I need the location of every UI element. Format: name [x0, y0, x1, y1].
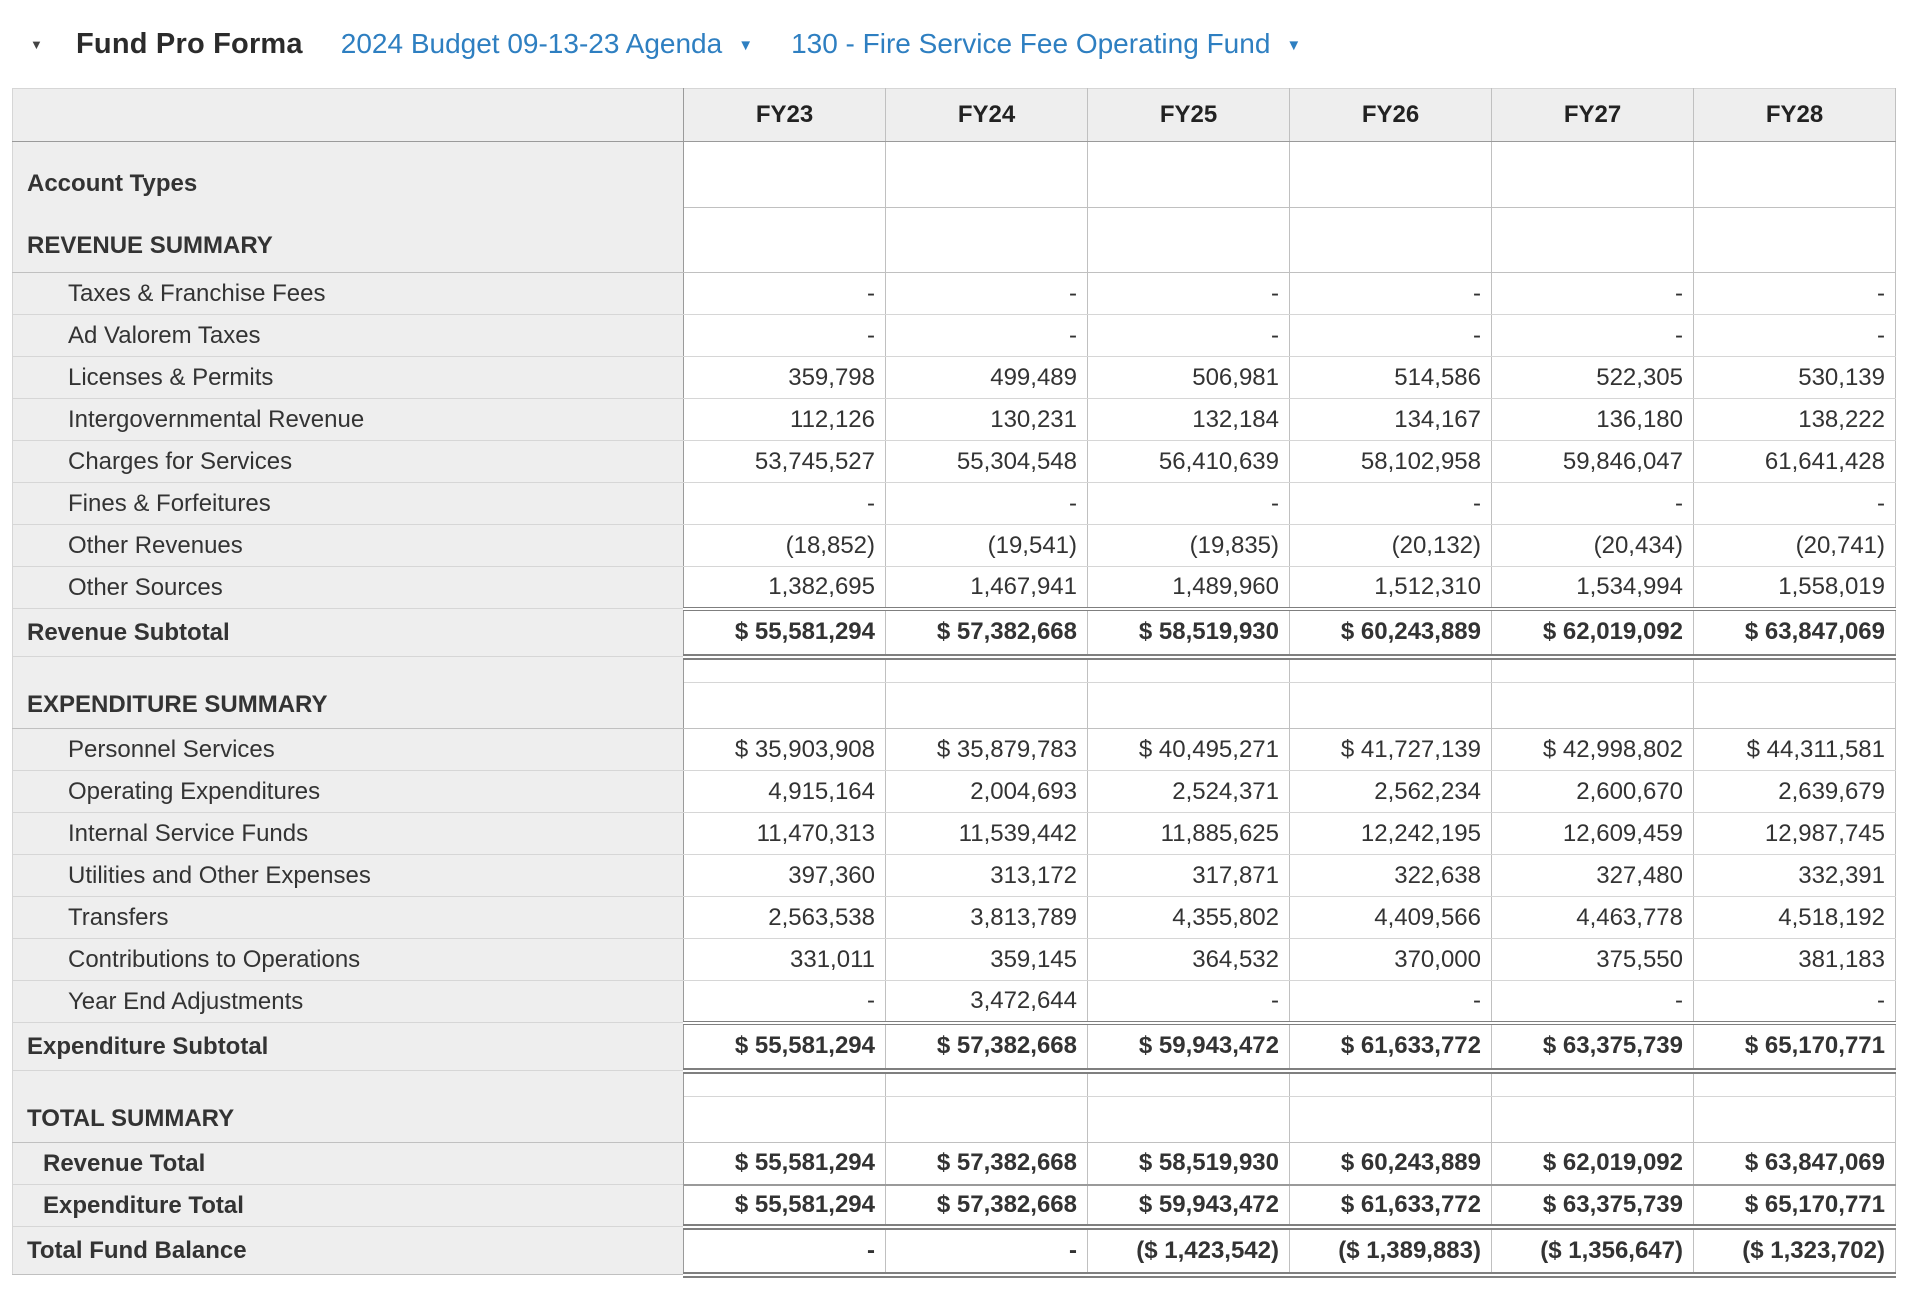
cell-value: 61,641,428	[1694, 441, 1896, 483]
cell-value: $ 40,495,271	[1088, 729, 1290, 771]
cell-value: 3,813,789	[886, 897, 1088, 939]
cell-value: -	[684, 483, 886, 525]
collapse-arrow-icon[interactable]: ▼	[30, 36, 43, 52]
cell-value: $ 63,847,069	[1694, 1143, 1896, 1185]
cell-value: 11,470,313	[684, 813, 886, 855]
cell-value: $ 58,519,930	[1088, 1143, 1290, 1185]
column-header: FY25	[1088, 89, 1290, 142]
cell-value: 364,532	[1088, 939, 1290, 981]
cell-value: -	[1088, 273, 1290, 315]
cell-value: -	[1088, 315, 1290, 357]
table-row	[13, 813, 1896, 855]
table-row	[13, 683, 1896, 729]
cell-value	[1492, 657, 1694, 683]
budget-version-dropdown[interactable]	[341, 28, 753, 60]
cell-value: 2,600,670	[1492, 771, 1694, 813]
cell-value: 4,915,164	[684, 771, 886, 813]
cell-value: 2,563,538	[684, 897, 886, 939]
row-label: Year End Adjustments	[13, 981, 684, 1023]
row-label: Account Types	[13, 142, 684, 208]
cell-value: (20,434)	[1492, 525, 1694, 567]
cell-value: 1,489,960	[1088, 567, 1290, 609]
row-label: Utilities and Other Expenses	[13, 855, 684, 897]
cell-value: $ 61,633,772	[1290, 1185, 1492, 1227]
cell-value: (20,132)	[1290, 525, 1492, 567]
cell-value	[684, 142, 886, 208]
cell-value: $ 65,170,771	[1694, 1023, 1896, 1071]
cell-value: ($ 1,356,647)	[1492, 1227, 1694, 1275]
cell-value: -	[1290, 483, 1492, 525]
row-label: Internal Service Funds	[13, 813, 684, 855]
table-row	[13, 1071, 1896, 1097]
cell-value: -	[1694, 981, 1896, 1023]
table-row	[13, 315, 1896, 357]
row-label: Fines & Forfeitures	[13, 483, 684, 525]
cell-value: $ 55,581,294	[684, 1023, 886, 1071]
cell-value	[1088, 1097, 1290, 1143]
cell-value: (18,852)	[684, 525, 886, 567]
cell-value	[1290, 1071, 1492, 1097]
cell-value: $ 57,382,668	[886, 1185, 1088, 1227]
table-row	[13, 483, 1896, 525]
cell-value: -	[1290, 273, 1492, 315]
column-header: FY26	[1290, 89, 1492, 142]
row-label: Revenue Total	[13, 1143, 684, 1185]
cell-value: $ 59,943,472	[1088, 1185, 1290, 1227]
table-row	[13, 609, 1896, 657]
cell-value	[886, 657, 1088, 683]
cell-value: -	[1088, 981, 1290, 1023]
cell-value: -	[1088, 483, 1290, 525]
row-label: Expenditure Total	[13, 1185, 684, 1227]
row-label: Charges for Services	[13, 441, 684, 483]
column-header: FY24	[886, 89, 1088, 142]
cell-value: -	[684, 1227, 886, 1275]
cell-value: -	[1492, 981, 1694, 1023]
cell-value: -	[886, 1227, 1088, 1275]
cell-value	[1694, 208, 1896, 273]
cell-value: $ 41,727,139	[1290, 729, 1492, 771]
cell-value	[1088, 657, 1290, 683]
cell-value: 397,360	[684, 855, 886, 897]
cell-value: $ 58,519,930	[1088, 609, 1290, 657]
cell-value	[1088, 142, 1290, 208]
row-label: Other Revenues	[13, 525, 684, 567]
cell-value	[1694, 657, 1896, 683]
cell-value: $ 63,847,069	[1694, 609, 1896, 657]
cell-value: -	[1694, 315, 1896, 357]
cell-value: 1,534,994	[1492, 567, 1694, 609]
cell-value: 2,562,234	[1290, 771, 1492, 813]
row-label: Expenditure Subtotal	[13, 1023, 684, 1071]
cell-value	[1290, 657, 1492, 683]
cell-value: ($ 1,423,542)	[1088, 1227, 1290, 1275]
cell-value	[1694, 1097, 1896, 1143]
cell-value: 322,638	[1290, 855, 1492, 897]
cell-value	[684, 1071, 886, 1097]
cell-value	[684, 208, 886, 273]
cell-value: 522,305	[1492, 357, 1694, 399]
column-header: FY28	[1694, 89, 1896, 142]
cell-value	[886, 683, 1088, 729]
table-row	[13, 1227, 1896, 1275]
row-label: Contributions to Operations	[13, 939, 684, 981]
cell-value: $ 61,633,772	[1290, 1023, 1492, 1071]
row-label: Operating Expenditures	[13, 771, 684, 813]
cell-value	[1088, 1071, 1290, 1097]
cell-value: $ 57,382,668	[886, 609, 1088, 657]
cell-value: $ 55,581,294	[684, 609, 886, 657]
column-header: FY23	[684, 89, 886, 142]
cell-value	[1088, 208, 1290, 273]
table-row	[13, 208, 1896, 273]
cell-value: 375,550	[1492, 939, 1694, 981]
cell-value: -	[1492, 483, 1694, 525]
cell-value	[1694, 683, 1896, 729]
table-row	[13, 771, 1896, 813]
table-row	[13, 525, 1896, 567]
cell-value: 317,871	[1088, 855, 1290, 897]
cell-value: $ 55,581,294	[684, 1185, 886, 1227]
cell-value: $ 60,243,889	[1290, 1143, 1492, 1185]
cell-value: 12,987,745	[1694, 813, 1896, 855]
budget-version-label: 2024 Budget 09-13-23 Agenda	[340, 28, 723, 59]
cell-value: 138,222	[1694, 399, 1896, 441]
cell-value: $ 44,311,581	[1694, 729, 1896, 771]
cell-value: $ 42,998,802	[1492, 729, 1694, 771]
column-header-blank	[13, 89, 684, 142]
caret-down-icon: ▼	[1286, 36, 1302, 54]
cell-value: 53,745,527	[684, 441, 886, 483]
cell-value: 59,846,047	[1492, 441, 1694, 483]
cell-value: 331,011	[684, 939, 886, 981]
cell-value: 1,512,310	[1290, 567, 1492, 609]
cell-value: 56,410,639	[1088, 441, 1290, 483]
cell-value: $ 62,019,092	[1492, 609, 1694, 657]
table-row	[13, 855, 1896, 897]
cell-value: 359,798	[684, 357, 886, 399]
row-label: Transfers	[13, 897, 684, 939]
cell-value	[684, 683, 886, 729]
cell-value: 3,472,644	[886, 981, 1088, 1023]
table-row	[13, 357, 1896, 399]
cell-value: 134,167	[1290, 399, 1492, 441]
row-label: Ad Valorem Taxes	[13, 315, 684, 357]
cell-value: -	[886, 483, 1088, 525]
cell-value: 112,126	[684, 399, 886, 441]
cell-value	[1492, 1097, 1694, 1143]
cell-value	[1492, 208, 1694, 273]
row-label: Other Sources	[13, 567, 684, 609]
table-row	[13, 981, 1896, 1023]
cell-value: $ 35,879,783	[886, 729, 1088, 771]
cell-value: $ 65,170,771	[1694, 1185, 1896, 1227]
cell-value	[1694, 142, 1896, 208]
cell-value: -	[1290, 981, 1492, 1023]
row-label: Total Fund Balance	[13, 1227, 684, 1275]
toolbar	[0, 0, 1920, 88]
cell-value: 11,885,625	[1088, 813, 1290, 855]
cell-value: 2,639,679	[1694, 771, 1896, 813]
row-label: EXPENDITURE SUMMARY	[13, 683, 684, 729]
cell-value: -	[684, 981, 886, 1023]
cell-value: 499,489	[886, 357, 1088, 399]
cell-value: 136,180	[1492, 399, 1694, 441]
table-row	[13, 441, 1896, 483]
table-row	[13, 142, 1896, 208]
row-label: REVENUE SUMMARY	[13, 208, 684, 273]
cell-value: 506,981	[1088, 357, 1290, 399]
row-label: TOTAL SUMMARY	[13, 1097, 684, 1143]
cell-value: ($ 1,323,702)	[1694, 1227, 1896, 1275]
cell-value: 1,467,941	[886, 567, 1088, 609]
cell-value: $ 63,375,739	[1492, 1023, 1694, 1071]
cell-value: $ 60,243,889	[1290, 609, 1492, 657]
cell-value: 4,409,566	[1290, 897, 1492, 939]
cell-value: 313,172	[886, 855, 1088, 897]
cell-value: $ 35,903,908	[684, 729, 886, 771]
cell-value: 1,382,695	[684, 567, 886, 609]
cell-value: -	[1290, 315, 1492, 357]
cell-value: 12,242,195	[1290, 813, 1492, 855]
cell-value: $ 57,382,668	[886, 1023, 1088, 1071]
cell-value: 327,480	[1492, 855, 1694, 897]
cell-value: -	[1694, 273, 1896, 315]
cell-value: 2,524,371	[1088, 771, 1290, 813]
table-row	[13, 399, 1896, 441]
table-row	[13, 1143, 1896, 1185]
cell-value: $ 57,382,668	[886, 1143, 1088, 1185]
cell-value: -	[1492, 315, 1694, 357]
cell-value: 332,391	[1694, 855, 1896, 897]
table-row	[13, 939, 1896, 981]
cell-value	[1694, 1071, 1896, 1097]
row-label	[13, 1071, 684, 1097]
table-row	[13, 729, 1896, 771]
cell-value	[684, 657, 886, 683]
cell-value: -	[1694, 483, 1896, 525]
cell-value: -	[684, 273, 886, 315]
cell-value: $ 63,375,739	[1492, 1185, 1694, 1227]
cell-value: $ 62,019,092	[1492, 1143, 1694, 1185]
cell-value: 58,102,958	[1290, 441, 1492, 483]
cell-value	[1492, 1071, 1694, 1097]
cell-value: 1,558,019	[1694, 567, 1896, 609]
fund-dropdown[interactable]	[791, 28, 1301, 60]
cell-value: -	[886, 273, 1088, 315]
cell-value: (19,541)	[886, 525, 1088, 567]
table-row	[13, 1097, 1896, 1143]
cell-value: 12,609,459	[1492, 813, 1694, 855]
row-label: Revenue Subtotal	[13, 609, 684, 657]
cell-value	[1290, 1097, 1492, 1143]
cell-value: ($ 1,389,883)	[1290, 1227, 1492, 1275]
table-row	[13, 273, 1896, 315]
cell-value: 55,304,548	[886, 441, 1088, 483]
cell-value: -	[684, 315, 886, 357]
fund-label: 130 - Fire Service Fee Operating Fund	[791, 28, 1271, 59]
cell-value	[1492, 683, 1694, 729]
cell-value: 4,518,192	[1694, 897, 1896, 939]
cell-value: (20,741)	[1694, 525, 1896, 567]
cell-value: -	[886, 315, 1088, 357]
page-title: Fund Pro Forma	[76, 27, 303, 60]
cell-value	[886, 1071, 1088, 1097]
cell-value	[1290, 142, 1492, 208]
cell-value	[1290, 683, 1492, 729]
row-label: Licenses & Permits	[13, 357, 684, 399]
caret-down-icon: ▼	[738, 36, 754, 54]
table-row	[13, 897, 1896, 939]
cell-value	[886, 1097, 1088, 1143]
column-header: FY27	[1492, 89, 1694, 142]
row-label: Taxes & Franchise Fees	[13, 273, 684, 315]
cell-value: 370,000	[1290, 939, 1492, 981]
row-label: Personnel Services	[13, 729, 684, 771]
cell-value: $ 59,943,472	[1088, 1023, 1290, 1071]
table-row	[13, 1185, 1896, 1227]
table-row	[13, 657, 1896, 683]
cell-value: 2,004,693	[886, 771, 1088, 813]
column-header-row	[13, 89, 1896, 142]
cell-value: 359,145	[886, 939, 1088, 981]
cell-value	[886, 208, 1088, 273]
row-label	[13, 657, 684, 683]
row-label: Intergovernmental Revenue	[13, 399, 684, 441]
cell-value: 130,231	[886, 399, 1088, 441]
cell-value	[684, 1097, 886, 1143]
cell-value: 4,463,778	[1492, 897, 1694, 939]
cell-value: (19,835)	[1088, 525, 1290, 567]
table-row	[13, 567, 1896, 609]
cell-value	[1492, 142, 1694, 208]
table-row	[13, 1023, 1896, 1071]
cell-value: 4,355,802	[1088, 897, 1290, 939]
cell-value	[1290, 208, 1492, 273]
cell-value: 514,586	[1290, 357, 1492, 399]
cell-value: $ 55,581,294	[684, 1143, 886, 1185]
cell-value: -	[1492, 273, 1694, 315]
cell-value	[1088, 683, 1290, 729]
cell-value: 530,139	[1694, 357, 1896, 399]
cell-value: 11,539,442	[886, 813, 1088, 855]
cell-value: 132,184	[1088, 399, 1290, 441]
cell-value	[886, 142, 1088, 208]
pro-forma-table	[12, 88, 1896, 1278]
cell-value: 381,183	[1694, 939, 1896, 981]
